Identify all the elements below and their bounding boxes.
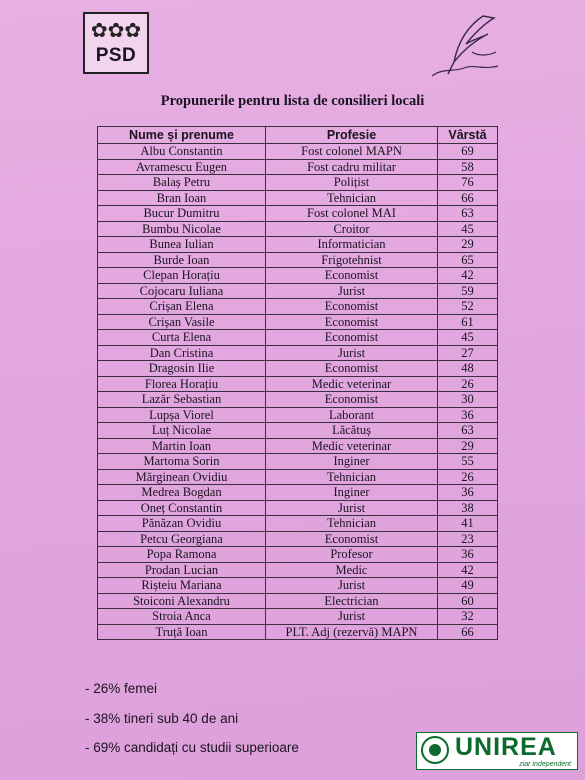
table-row xyxy=(98,237,498,253)
table-row xyxy=(98,531,498,547)
header-profession: Profesie xyxy=(266,127,438,144)
table-row xyxy=(98,454,498,470)
cell-age: 45 xyxy=(438,330,498,346)
table-row xyxy=(98,392,498,408)
logo-text: PSD xyxy=(95,45,137,66)
cell-profession: Medic xyxy=(266,562,438,578)
cell-profession: Croitor xyxy=(266,221,438,237)
cell-name: Bunea Iulian xyxy=(98,237,266,253)
table-row xyxy=(98,423,498,439)
candidates-table xyxy=(97,126,498,640)
table-row xyxy=(98,314,498,330)
cell-age: 66 xyxy=(438,624,498,640)
psd-logo xyxy=(83,12,149,74)
cell-age: 29 xyxy=(438,438,498,454)
cell-age: 42 xyxy=(438,268,498,284)
cell-name: Petcu Georgiana xyxy=(98,531,266,547)
cell-age: 55 xyxy=(438,454,498,470)
brand-name: UNIREA xyxy=(455,733,557,761)
cell-name: Florea Horațiu xyxy=(98,376,266,392)
table-row xyxy=(98,268,498,284)
cell-profession: Jurist xyxy=(266,609,438,625)
table-row xyxy=(98,283,498,299)
cell-name: Martin Ioan xyxy=(98,438,266,454)
cell-name: Martoma Sorin xyxy=(98,454,266,470)
table-row xyxy=(98,190,498,206)
cell-profession: Jurist xyxy=(266,578,438,594)
cell-profession: Economist xyxy=(266,392,438,408)
cell-age: 58 xyxy=(438,159,498,175)
cell-name: Rișteiu Mariana xyxy=(98,578,266,594)
cell-profession: Fost colonel MAI xyxy=(266,206,438,222)
cell-age: 65 xyxy=(438,252,498,268)
cell-profession: Medic veterinar xyxy=(266,438,438,454)
table-row xyxy=(98,221,498,237)
cell-profession: Tehnician xyxy=(266,516,438,532)
cell-age: 60 xyxy=(438,593,498,609)
cell-age: 76 xyxy=(438,175,498,191)
cell-profession: Inginer xyxy=(266,454,438,470)
table-row xyxy=(98,361,498,377)
cell-profession: Inginer xyxy=(266,485,438,501)
cell-age: 36 xyxy=(438,485,498,501)
cell-profession: Jurist xyxy=(266,500,438,516)
cell-name: Pănăzan Ovidiu xyxy=(98,516,266,532)
cell-name: Truță Ioan xyxy=(98,624,266,640)
cell-profession: Tehnician xyxy=(266,190,438,206)
cell-name: Avramescu Eugen xyxy=(98,159,266,175)
cell-name: Clepan Horațiu xyxy=(98,268,266,284)
cell-age: 45 xyxy=(438,221,498,237)
cell-age: 59 xyxy=(438,283,498,299)
cell-profession: Tehnician xyxy=(266,469,438,485)
table-row xyxy=(98,407,498,423)
cell-profession: Laborant xyxy=(266,407,438,423)
cell-name: Dragosin Ilie xyxy=(98,361,266,377)
table-row xyxy=(98,485,498,501)
cell-age: 30 xyxy=(438,392,498,408)
cell-name: Bucur Dumitru xyxy=(98,206,266,222)
table-row xyxy=(98,516,498,532)
header-age: Vârstă xyxy=(438,127,498,144)
cell-age: 69 xyxy=(438,144,498,160)
stat-higher-education: - 69% candidați cu studii superioare xyxy=(85,740,299,755)
roses-icon: ✿✿✿ xyxy=(90,20,142,42)
table-row xyxy=(98,562,498,578)
cell-age: 49 xyxy=(438,578,498,594)
cell-profession: Lăcătuș xyxy=(266,423,438,439)
brand-tagline: ziar independent xyxy=(519,761,571,768)
cell-age: 42 xyxy=(438,562,498,578)
cell-profession: Economist xyxy=(266,299,438,315)
cell-profession: PLT. Adj (rezervă) MAPN xyxy=(266,624,438,640)
cell-name: Cojocaru Iuliana xyxy=(98,283,266,299)
stat-young: - 38% tineri sub 40 de ani xyxy=(85,711,239,726)
cell-name: Medrea Bogdan xyxy=(98,485,266,501)
cell-name: Oneț Constantin xyxy=(98,500,266,516)
table-row xyxy=(98,547,498,563)
table-row xyxy=(98,159,498,175)
cell-name: Dan Cristina xyxy=(98,345,266,361)
cell-age: 26 xyxy=(438,376,498,392)
table-row xyxy=(98,175,498,191)
table-row xyxy=(98,376,498,392)
table-row xyxy=(98,206,498,222)
cell-profession: Frigotehnist xyxy=(266,252,438,268)
table-row xyxy=(98,438,498,454)
cell-profession: Jurist xyxy=(266,345,438,361)
cell-age: 27 xyxy=(438,345,498,361)
stat-women: - 26% femei xyxy=(85,681,158,696)
cell-name: Stroia Anca xyxy=(98,609,266,625)
cell-name: Lazăr Sebastian xyxy=(98,392,266,408)
quill-icon xyxy=(428,12,508,82)
cell-profession: Informatician xyxy=(266,237,438,253)
cell-name: Mărginean Ovidiu xyxy=(98,469,266,485)
cell-age: 32 xyxy=(438,609,498,625)
cell-name: Burde Ioan xyxy=(98,252,266,268)
cell-name: Lupșa Viorel xyxy=(98,407,266,423)
cell-age: 48 xyxy=(438,361,498,377)
cell-age: 52 xyxy=(438,299,498,315)
cell-profession: Medic veterinar xyxy=(266,376,438,392)
cell-profession: Jurist xyxy=(266,283,438,299)
table-row xyxy=(98,252,498,268)
cell-name: Bran Ioan xyxy=(98,190,266,206)
cell-age: 63 xyxy=(438,206,498,222)
cell-age: 29 xyxy=(438,237,498,253)
cell-age: 61 xyxy=(438,314,498,330)
cell-age: 26 xyxy=(438,469,498,485)
cell-profession: Economist xyxy=(266,268,438,284)
header-name: Nume și prenume xyxy=(98,127,266,144)
cell-profession: Economist xyxy=(266,330,438,346)
cell-profession: Economist xyxy=(266,531,438,547)
seal-icon xyxy=(421,736,449,764)
table-row xyxy=(98,330,498,346)
cell-age: 63 xyxy=(438,423,498,439)
cell-age: 66 xyxy=(438,190,498,206)
cell-profession: Economist xyxy=(266,314,438,330)
cell-age: 36 xyxy=(438,547,498,563)
table-row xyxy=(98,624,498,640)
cell-age: 41 xyxy=(438,516,498,532)
table-row xyxy=(98,609,498,625)
cell-name: Albu Constantin xyxy=(98,144,266,160)
cell-age: 38 xyxy=(438,500,498,516)
cell-profession: Fost colonel MAPN xyxy=(266,144,438,160)
cell-name: Prodan Lucian xyxy=(98,562,266,578)
cell-profession: Profesor xyxy=(266,547,438,563)
cell-profession: Economist xyxy=(266,361,438,377)
table-row xyxy=(98,299,498,315)
unirea-watermark xyxy=(416,732,578,770)
table-header-row xyxy=(98,127,498,144)
cell-name: Bumbu Nicolae xyxy=(98,221,266,237)
cell-profession: Fost cadru militar xyxy=(266,159,438,175)
table-row xyxy=(98,578,498,594)
cell-profession: Polițist xyxy=(266,175,438,191)
cell-name: Crișan Elena xyxy=(98,299,266,315)
cell-name: Balaș Petru xyxy=(98,175,266,191)
cell-name: Crișan Vasile xyxy=(98,314,266,330)
cell-age: 36 xyxy=(438,407,498,423)
table-row xyxy=(98,144,498,160)
table-row xyxy=(98,500,498,516)
cell-name: Stoiconi Alexandru xyxy=(98,593,266,609)
cell-profession: Electrician xyxy=(266,593,438,609)
cell-name: Curta Elena xyxy=(98,330,266,346)
page-title: Propunerile pentru lista de consilieri locali xyxy=(160,93,425,109)
cell-age: 23 xyxy=(438,531,498,547)
table-row xyxy=(98,593,498,609)
table-row xyxy=(98,469,498,485)
cell-name: Popa Ramona xyxy=(98,547,266,563)
cell-name: Luț Nicolae xyxy=(98,423,266,439)
table-row xyxy=(98,345,498,361)
